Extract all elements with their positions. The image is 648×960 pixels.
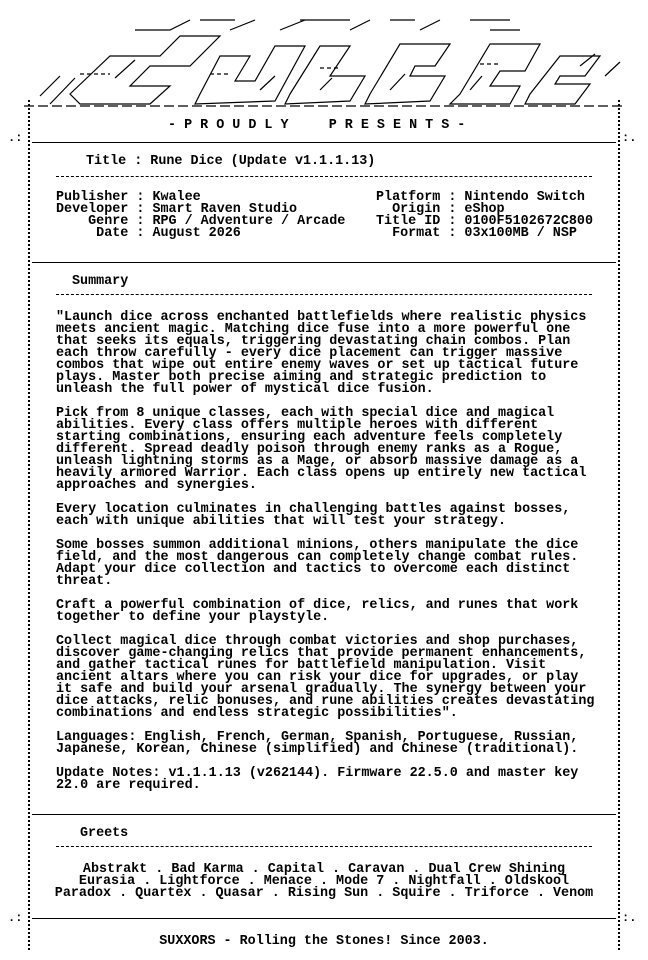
summary-heading: Summary xyxy=(72,274,129,289)
platform-value: Nintendo Switch xyxy=(464,190,585,205)
date-value: August 2026 xyxy=(152,226,241,241)
origin-label: Origin : xyxy=(376,202,465,217)
publisher-label: Publisher : xyxy=(56,190,153,205)
title-label: Title : xyxy=(86,154,151,169)
group-logo xyxy=(20,16,628,108)
divider-greets xyxy=(56,846,592,847)
greets-line: Eurasia . Lightforce . Menace . Mode 7 . Nightfall . Oldskool xyxy=(78,874,570,889)
divider-summary xyxy=(56,294,592,295)
divider-top xyxy=(32,142,616,143)
greets-heading: Greets xyxy=(80,826,129,841)
release-title-row xyxy=(86,156,375,168)
summary-paragraph: Collect magical dice through combat victories and shop purchases, discover game-changing relics that provide permanent enhancements, and gather tactical runes for battlefield manipulation. Visit ancient altars where you can risk your dice for upgrades, or play it safe and build your arsenal gradually. The synergy between your dice attacks, relic bonuses, and rune abilities creates devastating combinations and endless strategic possibilities". xyxy=(56,634,595,721)
divider-bottom xyxy=(32,918,616,919)
origin-value: eShop xyxy=(464,202,505,217)
summary-paragraph: "Launch dice across enchanted battlefields where realistic physics meets ancient magic. Matching dice fuse into a more powerful one that seeks its equals, triggering devastating chain combos. Plan each throw carefully - every dice placement can trigger massive combos that wipe out entire enemy waves or set up tactical future plays. Master both precise aiming and strategic prediction to unleash the full power of mystical dice fusion. xyxy=(56,310,587,397)
update-notes-paragraph: Update Notes: v1.1.1.13 (v262144). Firmware 22.5.0 and master key 22.0 are required. xyxy=(56,766,579,793)
genre-label: Genre : xyxy=(56,214,153,229)
corner-mark-left-top: .: xyxy=(8,131,23,145)
footer-tagline: SUXXORS - Rolling the Stones! Since 2003. xyxy=(159,934,489,949)
summary-paragraph: Pick from 8 unique classes, each with special dice and magical abilities. Every class offers multiple heroes with different starting combinations, ensuring each adventure feels completely different. Spread deadly poison through enemy ranks as a Rogue, unleash lightning storms as a Mage, or absorb massive damage as a heavily armored Warrior. Each class opens up entirely new tactical approaches and synergies. xyxy=(56,406,587,493)
titleid-label: Title ID : xyxy=(376,214,465,229)
titleid-value: 0100F5102672C800 xyxy=(464,214,593,229)
right-border xyxy=(618,100,620,950)
release-left-col xyxy=(56,192,345,240)
left-border xyxy=(28,100,30,950)
platform-label: Platform : xyxy=(376,190,465,205)
publisher-value: Kwalee xyxy=(152,190,201,205)
greets-line: Paradox . Quartex . Quasar . Rising Sun . Squire . Triforce . Venom xyxy=(54,886,594,901)
greets-line: Abstrakt . Bad Karma . Capital . Caravan . Dual Crew Shining xyxy=(82,862,566,877)
corner-mark-right-bottom: :. xyxy=(622,911,637,925)
summary-paragraph: Every location culminates in challenging battles against bosses, each with unique abilities that will test your strategy. xyxy=(56,502,571,529)
developer-label: Developer : xyxy=(56,202,153,217)
summary-paragraph: Craft a powerful combination of dice, relics, and runes that work together to define your playstyle. xyxy=(56,598,579,625)
corner-mark-left-bottom: .: xyxy=(8,911,23,925)
release-title: Rune Dice (Update v1.1.1.13) xyxy=(150,154,376,169)
developer-value: Smart Raven Studio xyxy=(152,202,298,217)
summary-paragraph: Some bosses summon additional minions, others manipulate the dice field, and the most dangerous can completely change combat rules. Adapt your dice collection and tactics to overcome each distinct threat. xyxy=(56,538,579,589)
divider-title xyxy=(56,176,592,177)
presents-banner: - P R O U D L Y P R E S E N T S - xyxy=(168,118,466,133)
date-label: Date : xyxy=(56,226,153,241)
format-label: Format : xyxy=(376,226,465,241)
divider-summary-end xyxy=(32,814,616,815)
genre-value: RPG / Adventure / Arcade xyxy=(152,214,346,229)
format-value: 03x100MB / NSP xyxy=(464,226,577,241)
languages-paragraph: Languages: English, French, German, Spanish, Portuguese, Russian, Japanese, Korean, Chinese (simplified) and Chinese (traditional). xyxy=(56,730,579,757)
release-right-col xyxy=(376,192,593,240)
divider-info xyxy=(32,262,616,263)
corner-mark-right-top: :. xyxy=(622,131,637,145)
